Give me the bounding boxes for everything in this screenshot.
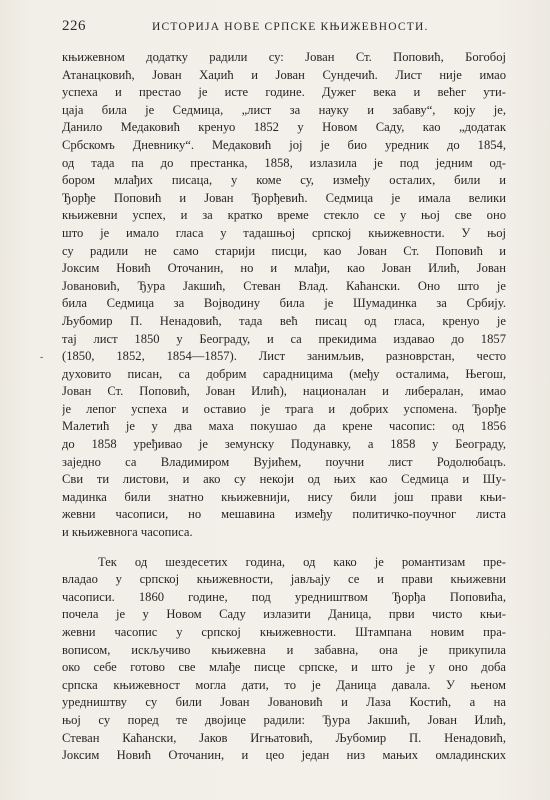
- text-line: тај лист 1850 у Београду, и са прекидима издавао до 1857: [62, 331, 506, 346]
- text-line: Ђорђе Поповић и Јован Ђорђевић. Седмица је имала велики: [62, 190, 506, 205]
- text-line: Јован Ст. Поповић, Јован Илић), националан и либералан, имао: [62, 384, 506, 399]
- page-number: 226: [62, 18, 86, 34]
- text-line: Јовановић, Ђура Јакшић, Стеван Влад. Каћански. Оно што је: [62, 278, 506, 293]
- text-line: Тек од шездесетих година, од како је романтизам пре-: [98, 554, 506, 569]
- text-line: Јоксим Новић Оточанин, и цео један низ мањих омладинских: [62, 748, 506, 763]
- text-line: до 1858 уређивао је земунску Подунавку, а 1858 у Београду,: [62, 437, 506, 452]
- text-line: била Седмица за Војводину била је Шумадинка за Србију.: [62, 296, 506, 311]
- text-line: Атанацковић, Јован Хаџић и Јован Сундечић. Лист није имао: [62, 67, 506, 82]
- text-line: жевни часописи, но мешавина између политичко-поучног листа: [62, 507, 506, 522]
- text-line: књижевни успех, и за кратко време стекло се у њој све оно: [62, 208, 506, 223]
- text-line: мадинка били знатно књижевнији, нису били још прави књи-: [62, 489, 506, 504]
- text-line: Стеван Каћански, Јаков Игњатовић, Љубомир П. Ненадовић,: [62, 730, 506, 745]
- text-line: жевни часопис у српској књижевности. Штампана новим пра-: [62, 625, 506, 639]
- page-header: [62, 18, 502, 38]
- text-line: њој су поред те двојице радили: Ђура Јакшић, Јован Илић,: [62, 712, 506, 727]
- text-line: књижевном додатку радили су: Јован Ст. Поповић, Богобој: [62, 50, 506, 64]
- paragraph-2: [62, 554, 506, 765]
- paragraph-1: [62, 49, 506, 542]
- text-line: од тада па до престанка, 1858, излазила је под једним од-: [62, 155, 506, 170]
- text-line: (1850, 1852, 1854—1857). Лист занимљив, разноврстан, често: [62, 349, 506, 364]
- text-line: Јоксим Новић Оточанин, но и млађи, као Јован Илић, Јован: [62, 261, 506, 276]
- text-line: Малетић је у два маха покушао да крене часопис: од 1856: [62, 419, 506, 434]
- text-line: владао у српској књижевности, јављају се и прави књижевни: [62, 572, 506, 587]
- text-line: Љубомир П. Ненадовић, тада већ писац од гласа, кренуо је: [62, 313, 506, 328]
- body-text: [62, 49, 506, 765]
- running-title: ИСТОРИЈА НОВЕ СРПСКЕ КЊИЖЕВНОСТИ.: [152, 21, 429, 33]
- text-line: часописи. 1860 године, под уредништвом Ђорђа Поповића,: [62, 589, 506, 604]
- text-line: Данило Медаковић кренуо 1852 у Новом Саду, као „додатак: [62, 120, 506, 135]
- text-line: око себе готово све млађе писце српске, и што је у оно доба: [62, 660, 506, 675]
- text-line: Сви ти листови, и ако су некоји од њих као Седмица и Шу-: [62, 472, 506, 487]
- text-line: успеха и престао је исте године. Дужег века и већег ути-: [62, 85, 506, 100]
- text-line: заједно са Владимиром Вујићем, поучни лист Родолюбацъ.: [62, 454, 506, 469]
- text-line: је лепог успеха и оставио је трага и добрих успомена. Ђорђе: [62, 401, 506, 416]
- margin-mark: -: [40, 352, 44, 363]
- text-line: су радили не само старији писци, као Јован Ст. Поповић и: [62, 243, 506, 258]
- text-line: вописом, искључиво књижевна и забавна, она је прикупила: [62, 642, 506, 657]
- text-line: бором млађих писаца, у коме су, између осталих, били и: [62, 173, 506, 188]
- text-line: уредништву су били Јован Јовановић и Лаза Костић, а на: [62, 695, 506, 710]
- text-line: почела је у Новом Саду излазити Даница, први чисто књи-: [62, 607, 506, 622]
- text-line: Србскомъ Дневнику“. Медаковић јој је био уредник до 1854,: [62, 137, 506, 152]
- text-line: духовито писан, са добрим сарадницима (међу осталима, Његош,: [62, 366, 506, 381]
- text-line: и књижевнога часописа.: [62, 525, 193, 540]
- text-line: што је имало гласа у тадашњој српској књижевности. У њој: [62, 225, 506, 240]
- text-line: српска књижевност могла дати, то је Даница давала. У њеном: [62, 677, 506, 692]
- text-line: цаја била је Седмица, „лист за науку и забаву“, коју је,: [62, 102, 506, 117]
